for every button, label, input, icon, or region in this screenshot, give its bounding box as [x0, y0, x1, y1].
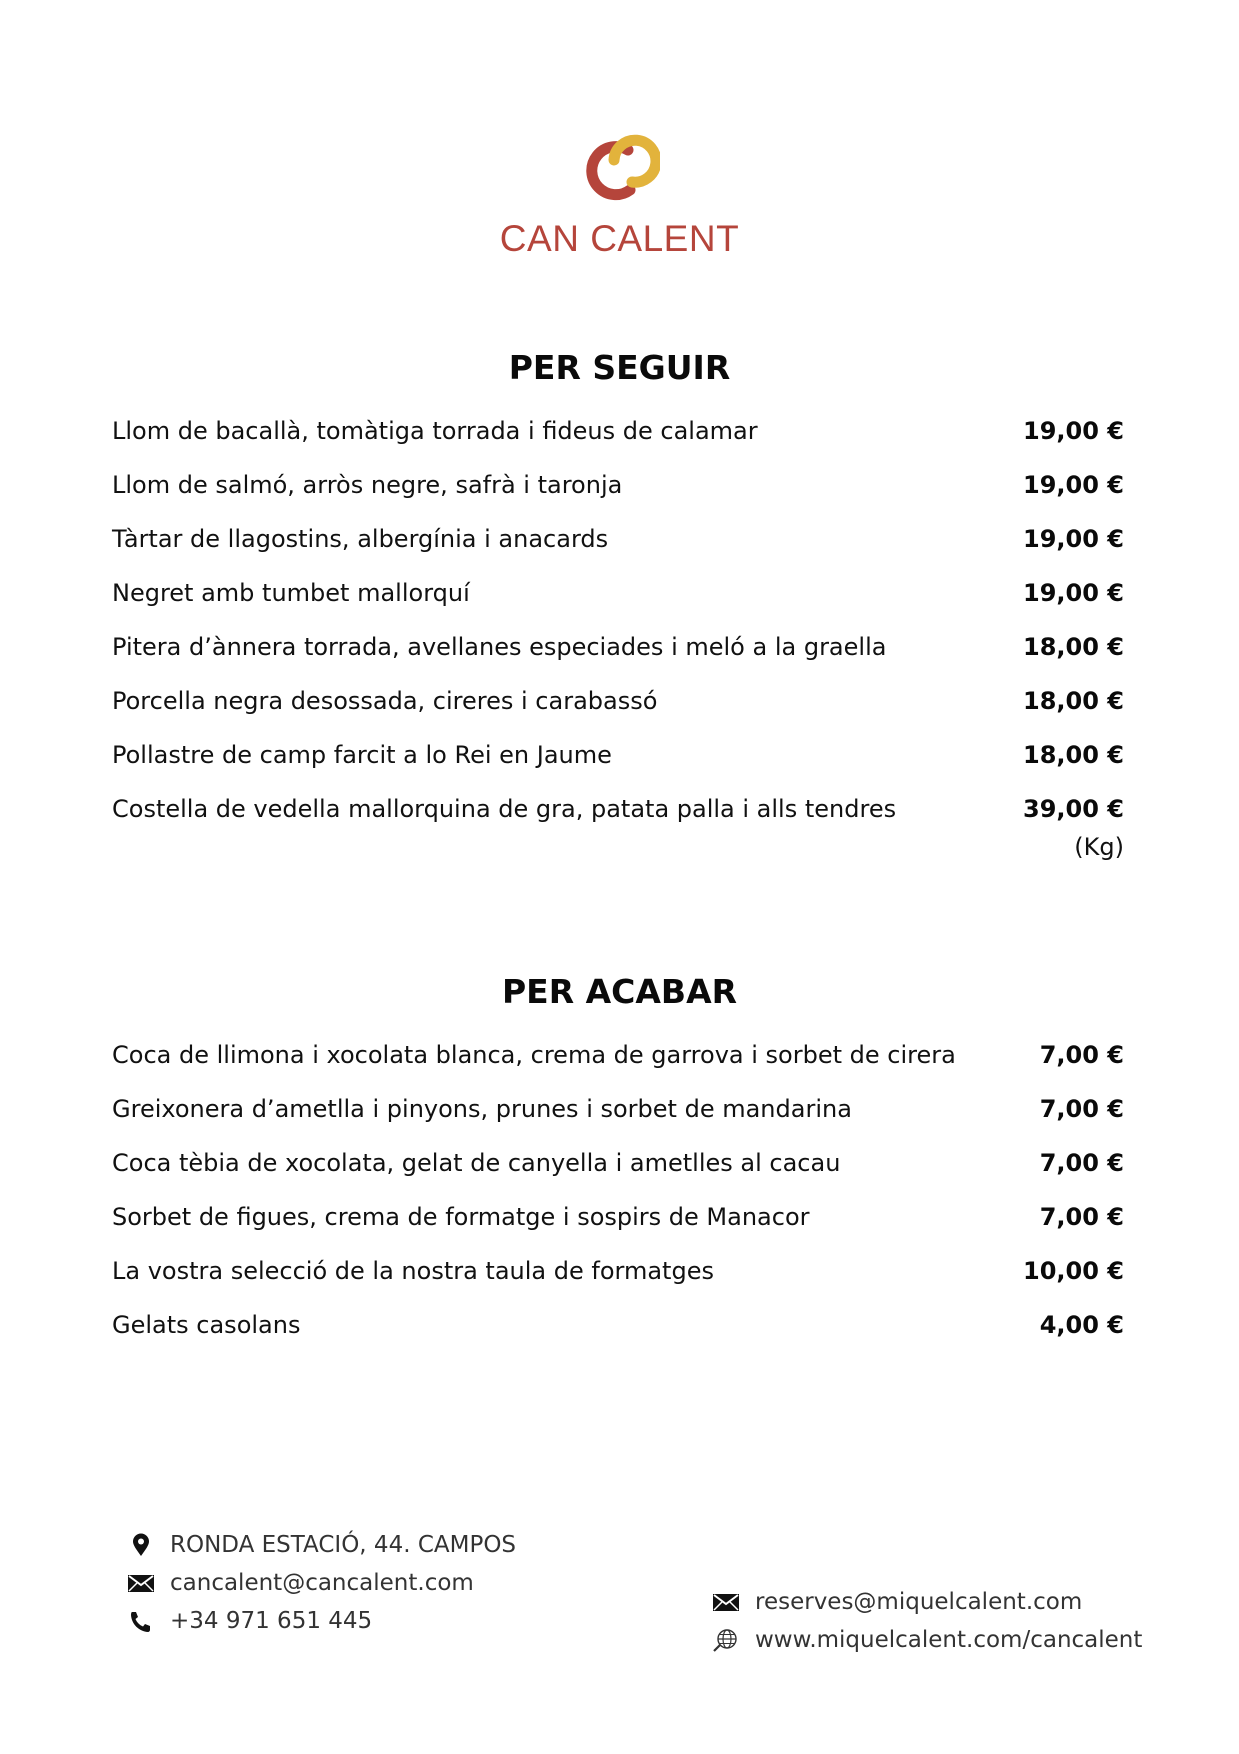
item-name: Porcella negra desossada, cireres i carabassó: [112, 687, 658, 715]
menu-item: [112, 728, 1124, 782]
footer-email[interactable]: [126, 1564, 516, 1602]
item-name: Coca de llimona i xocolata blanca, crema de garrova i sorbet de cirera: [112, 1041, 956, 1069]
footer-website-text[interactable]: www.miquelcalent.com/cancalent: [755, 1627, 1143, 1653]
menu-list-per-acabar: [112, 1028, 1124, 1352]
menu-item: [112, 512, 1124, 566]
item-price: 10,00 €: [1023, 1257, 1124, 1285]
logo-wordmark: CAN CALENT: [499, 218, 740, 259]
menu-item: [112, 1244, 1124, 1298]
item-name: Gelats casolans: [112, 1311, 301, 1339]
item-unit: (Kg): [1074, 833, 1124, 861]
item-name: Sorbet de figues, crema de formatge i sospirs de Manacor: [112, 1203, 810, 1231]
footer-address-text: RONDA ESTACIÓ, 44. CAMPOS: [170, 1532, 517, 1558]
menu-item: [112, 1028, 1124, 1082]
footer-address: [126, 1526, 516, 1564]
item-name: Tàrtar de llagostins, albergínia i anacards: [112, 525, 609, 553]
item-name: Coca tèbia de xocolata, gelat de canyella i ametlles al cacau: [112, 1149, 841, 1177]
menu-item: [112, 1136, 1124, 1190]
item-price: 4,00 €: [1039, 1311, 1124, 1339]
footer-email-text[interactable]: cancalent@cancalent.com: [170, 1570, 474, 1596]
item-price: 19,00 €: [1023, 471, 1124, 499]
footer-reservations-email[interactable]: [711, 1583, 1142, 1621]
footer-phone[interactable]: [126, 1602, 516, 1640]
envelope-icon: [711, 1590, 741, 1614]
menu-item: [112, 620, 1124, 674]
item-name: Greixonera d’ametlla i pinyons, prunes i sorbet de mandarina: [112, 1095, 852, 1123]
footer-phone-text[interactable]: +34 971 651 445: [170, 1608, 373, 1634]
item-name: Llom de salmó, arròs negre, safrà i taronja: [112, 471, 623, 499]
menu-item: [112, 1298, 1124, 1352]
footer-contact-left: [126, 1526, 516, 1640]
item-price: 7,00 €: [1039, 1149, 1124, 1177]
phone-icon: [126, 1609, 156, 1633]
item-name: La vostra selecció de la nostra taula de formatges: [112, 1257, 714, 1285]
footer-reservations-email-text[interactable]: reserves@miquelcalent.com: [755, 1589, 1083, 1615]
item-name: Llom de bacallà, tomàtiga torrada i fideus de calamar: [112, 417, 758, 445]
item-price: 7,00 €: [1039, 1041, 1124, 1069]
menu-item: [112, 782, 1124, 861]
item-price: 39,00 €: [1023, 795, 1124, 823]
item-price: 18,00 €: [1023, 633, 1124, 661]
item-price: 7,00 €: [1039, 1095, 1124, 1123]
menu-item: [112, 566, 1124, 620]
item-price: 19,00 €: [1023, 579, 1124, 607]
section-title-per-acabar: PER ACABAR: [501, 972, 738, 1011]
item-price: 7,00 €: [1039, 1203, 1124, 1231]
footer-contact-right: [711, 1583, 1142, 1659]
item-name: Costella de vedella mallorquina de gra, patata palla i alls tendres: [112, 795, 897, 823]
menu-item: [112, 404, 1124, 458]
logo: [0, 120, 1239, 260]
menu-item: [112, 674, 1124, 728]
menu-item: [112, 458, 1124, 512]
section-title-per-seguir: PER SEGUIR: [508, 348, 731, 387]
envelope-icon: [126, 1571, 156, 1595]
can-calent-emblem-icon: [580, 120, 660, 212]
item-price: 19,00 €: [1023, 525, 1124, 553]
footer-website[interactable]: [711, 1621, 1142, 1659]
item-price: 19,00 €: [1023, 417, 1124, 445]
menu-list-per-seguir: [112, 404, 1124, 861]
item-price: 18,00 €: [1023, 687, 1124, 715]
item-price: 18,00 €: [1023, 741, 1124, 769]
item-name: Pitera d’ànnera torrada, avellanes especiades i meló a la graella: [112, 633, 887, 661]
location-pin-icon: [126, 1533, 156, 1557]
menu-item: [112, 1082, 1124, 1136]
item-name: Pollastre de camp farcit a lo Rei en Jaume: [112, 741, 612, 769]
item-name: Negret amb tumbet mallorquí: [112, 579, 470, 607]
globe-icon: [711, 1628, 741, 1652]
menu-item: [112, 1190, 1124, 1244]
